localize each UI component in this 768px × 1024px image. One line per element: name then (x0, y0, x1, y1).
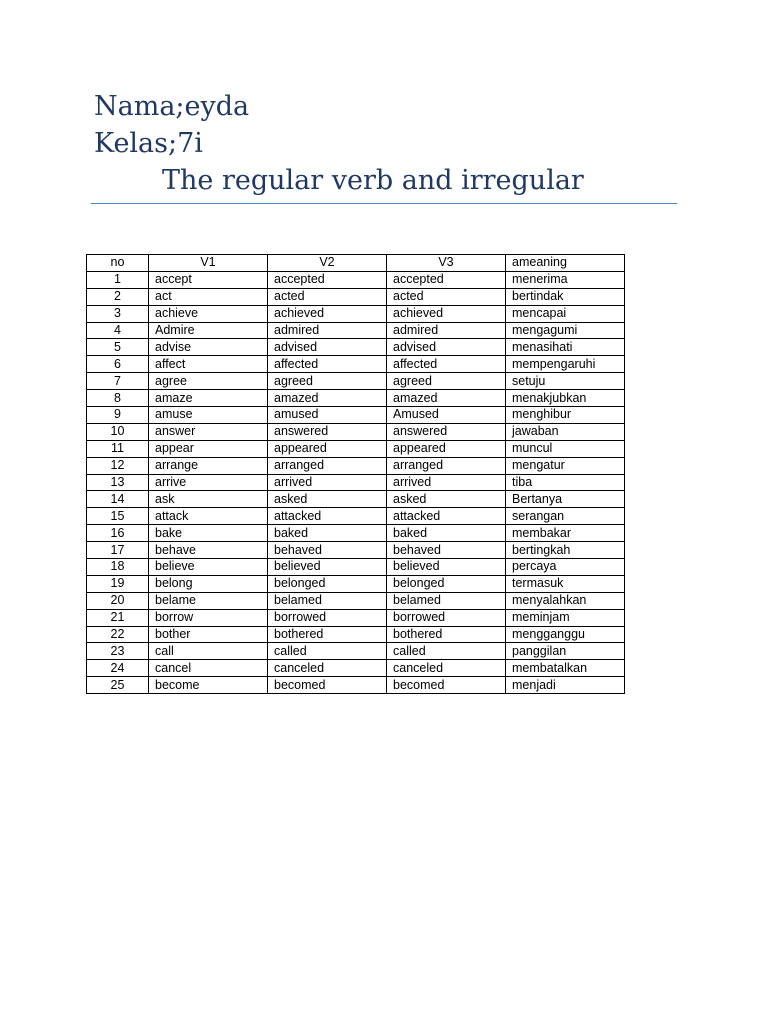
cell-meaning: Bertanya (506, 491, 625, 508)
cell-no: 5 (87, 339, 149, 356)
cell-v2: borrowed (268, 609, 387, 626)
cell-v1: behave (149, 542, 268, 559)
table-row (87, 407, 625, 424)
cell-no: 8 (87, 390, 149, 407)
cell-v1: belong (149, 575, 268, 592)
cell-v2: believed (268, 559, 387, 576)
cell-v2: accepted (268, 271, 387, 288)
cell-meaning: membakar (506, 525, 625, 542)
student-name-line: Nama;eyda (94, 91, 250, 122)
cell-meaning: menakjubkan (506, 390, 625, 407)
student-class-line: Kelas;7i (94, 128, 203, 159)
cell-v2: appeared (268, 440, 387, 457)
cell-no: 7 (87, 373, 149, 390)
table-row (87, 677, 625, 694)
cell-no: 3 (87, 305, 149, 322)
cell-v2: arrived (268, 474, 387, 491)
cell-meaning: menerima (506, 271, 625, 288)
table-row (87, 390, 625, 407)
cell-v1: appear (149, 440, 268, 457)
column-header-v3: V3 (387, 255, 506, 272)
cell-no: 13 (87, 474, 149, 491)
cell-meaning: menyalahkan (506, 592, 625, 609)
cell-meaning: menghibur (506, 407, 625, 424)
cell-v2: belonged (268, 575, 387, 592)
cell-v1: ask (149, 491, 268, 508)
verb-table-body (87, 271, 625, 693)
cell-no: 17 (87, 542, 149, 559)
cell-no: 20 (87, 592, 149, 609)
cell-no: 19 (87, 575, 149, 592)
cell-v1: amuse (149, 407, 268, 424)
cell-meaning: menjadi (506, 677, 625, 694)
cell-no: 12 (87, 457, 149, 474)
table-row (87, 440, 625, 457)
cell-no: 1 (87, 271, 149, 288)
cell-v1: call (149, 643, 268, 660)
cell-meaning: meminjam (506, 609, 625, 626)
cell-meaning: bertindak (506, 288, 625, 305)
cell-meaning: mempengaruhi (506, 356, 625, 373)
cell-meaning: muncul (506, 440, 625, 457)
cell-v3: Amused (387, 407, 506, 424)
table-row (87, 305, 625, 322)
verb-table (86, 254, 625, 694)
cell-v2: answered (268, 423, 387, 440)
cell-v2: achieved (268, 305, 387, 322)
cell-no: 21 (87, 609, 149, 626)
cell-v3: arranged (387, 457, 506, 474)
table-row (87, 609, 625, 626)
cell-v3: admired (387, 322, 506, 339)
column-header-no: no (87, 255, 149, 272)
cell-meaning: mencapai (506, 305, 625, 322)
cell-v1: affect (149, 356, 268, 373)
cell-v3: answered (387, 423, 506, 440)
cell-v2: belamed (268, 592, 387, 609)
cell-meaning: mengatur (506, 457, 625, 474)
table-row (87, 373, 625, 390)
cell-v2: affected (268, 356, 387, 373)
table-row (87, 542, 625, 559)
title-underline-divider (91, 203, 677, 204)
table-row (87, 525, 625, 542)
cell-meaning: jawaban (506, 423, 625, 440)
cell-v1: belame (149, 592, 268, 609)
cell-v3: affected (387, 356, 506, 373)
column-header-v2: V2 (268, 255, 387, 272)
cell-v1: amaze (149, 390, 268, 407)
cell-meaning: menasihati (506, 339, 625, 356)
cell-v1: believe (149, 559, 268, 576)
cell-v1: accept (149, 271, 268, 288)
column-header-v1: V1 (149, 255, 268, 272)
table-row (87, 423, 625, 440)
cell-v1: bake (149, 525, 268, 542)
cell-meaning: tiba (506, 474, 625, 491)
cell-v1: cancel (149, 660, 268, 677)
cell-v2: bothered (268, 626, 387, 643)
cell-v3: arrived (387, 474, 506, 491)
verb-table-header (87, 255, 625, 272)
cell-v3: accepted (387, 271, 506, 288)
table-row (87, 592, 625, 609)
cell-no: 16 (87, 525, 149, 542)
cell-no: 14 (87, 491, 149, 508)
cell-v1: become (149, 677, 268, 694)
table-row (87, 339, 625, 356)
cell-v2: arranged (268, 457, 387, 474)
cell-v2: asked (268, 491, 387, 508)
cell-v3: asked (387, 491, 506, 508)
cell-no: 2 (87, 288, 149, 305)
document-title: The regular verb and irregular (162, 165, 584, 196)
cell-v3: belonged (387, 575, 506, 592)
cell-no: 23 (87, 643, 149, 660)
cell-v3: amazed (387, 390, 506, 407)
cell-no: 9 (87, 407, 149, 424)
cell-v1: answer (149, 423, 268, 440)
cell-no: 15 (87, 508, 149, 525)
cell-meaning: mengganggu (506, 626, 625, 643)
cell-no: 11 (87, 440, 149, 457)
table-row (87, 559, 625, 576)
cell-v3: behaved (387, 542, 506, 559)
table-row (87, 643, 625, 660)
cell-meaning: percaya (506, 559, 625, 576)
cell-v3: canceled (387, 660, 506, 677)
cell-v2: baked (268, 525, 387, 542)
cell-v2: admired (268, 322, 387, 339)
table-row (87, 660, 625, 677)
cell-v3: borrowed (387, 609, 506, 626)
cell-v3: belamed (387, 592, 506, 609)
cell-v3: appeared (387, 440, 506, 457)
column-header-meaning: ameaning (506, 255, 625, 272)
cell-v2: attacked (268, 508, 387, 525)
cell-v1: act (149, 288, 268, 305)
cell-v3: called (387, 643, 506, 660)
cell-v1: Admire (149, 322, 268, 339)
table-row (87, 626, 625, 643)
cell-meaning: panggilan (506, 643, 625, 660)
cell-v1: advise (149, 339, 268, 356)
table-row (87, 271, 625, 288)
cell-meaning: mengagumi (506, 322, 625, 339)
cell-meaning: termasuk (506, 575, 625, 592)
cell-v3: believed (387, 559, 506, 576)
cell-v3: advised (387, 339, 506, 356)
cell-meaning: bertingkah (506, 542, 625, 559)
cell-v1: borrow (149, 609, 268, 626)
table-row (87, 322, 625, 339)
table-row (87, 508, 625, 525)
cell-v2: called (268, 643, 387, 660)
cell-v2: becomed (268, 677, 387, 694)
cell-no: 24 (87, 660, 149, 677)
cell-v3: acted (387, 288, 506, 305)
cell-v3: becomed (387, 677, 506, 694)
table-row (87, 288, 625, 305)
cell-v2: amazed (268, 390, 387, 407)
cell-v3: agreed (387, 373, 506, 390)
cell-meaning: serangan (506, 508, 625, 525)
cell-v2: agreed (268, 373, 387, 390)
cell-no: 4 (87, 322, 149, 339)
cell-no: 10 (87, 423, 149, 440)
table-row (87, 474, 625, 491)
cell-v1: bother (149, 626, 268, 643)
cell-v2: advised (268, 339, 387, 356)
cell-v1: arrive (149, 474, 268, 491)
cell-v1: arrange (149, 457, 268, 474)
cell-no: 22 (87, 626, 149, 643)
cell-v2: amused (268, 407, 387, 424)
cell-v3: baked (387, 525, 506, 542)
cell-v1: agree (149, 373, 268, 390)
cell-v2: behaved (268, 542, 387, 559)
cell-v3: bothered (387, 626, 506, 643)
cell-v3: attacked (387, 508, 506, 525)
table-row (87, 491, 625, 508)
cell-v3: achieved (387, 305, 506, 322)
cell-v1: achieve (149, 305, 268, 322)
cell-v2: acted (268, 288, 387, 305)
header-row (87, 255, 625, 272)
cell-no: 25 (87, 677, 149, 694)
cell-meaning: setuju (506, 373, 625, 390)
document-heading (94, 88, 584, 199)
table-row (87, 356, 625, 373)
cell-no: 6 (87, 356, 149, 373)
cell-v1: attack (149, 508, 268, 525)
cell-no: 18 (87, 559, 149, 576)
cell-v2: canceled (268, 660, 387, 677)
table-row (87, 575, 625, 592)
table-row (87, 457, 625, 474)
cell-meaning: membatalkan (506, 660, 625, 677)
